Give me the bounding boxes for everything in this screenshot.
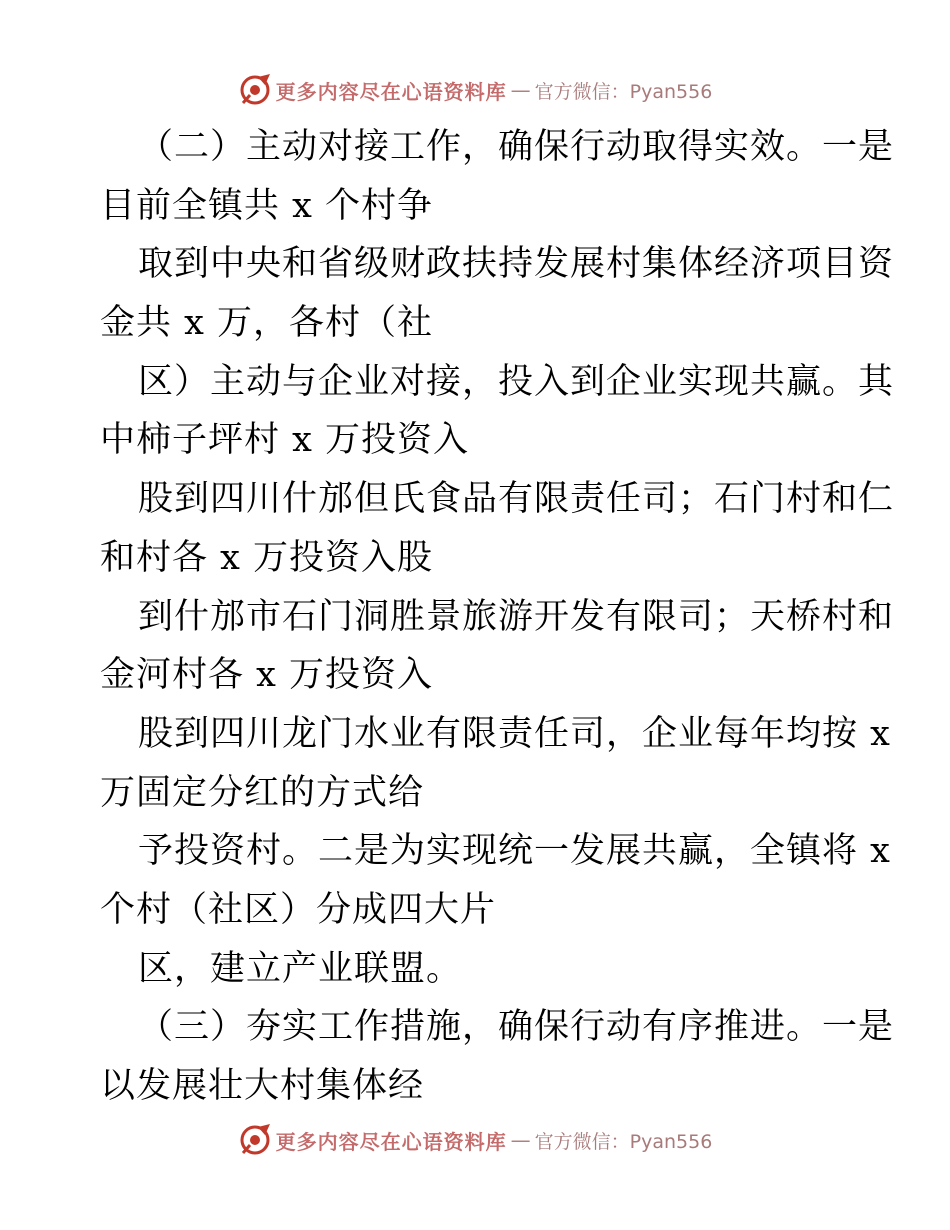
text-line: 股到四川什邡但氏食品有限责任司；石门村和仁 bbox=[138, 479, 895, 520]
text-line: 金共 x 万，各村（社 bbox=[100, 303, 433, 344]
text-line: 和村各 x 万投资入股 bbox=[100, 537, 433, 578]
text-line: （二）主动对接工作，确保行动取得实效。一是 bbox=[138, 127, 895, 167]
footer-brand-text: 更多内容尽在心语资料库 bbox=[275, 1129, 507, 1154]
footer-banner bbox=[0, 1120, 950, 1160]
text-line: 个村（社区）分成四大片 bbox=[100, 889, 497, 930]
header-wechat-text: 官方微信：Pyan556 bbox=[534, 80, 713, 103]
text-line: 到什邡市石门洞胜景旅游开发有限司；天桥村和 bbox=[138, 596, 895, 637]
text-line: 中柿子坪村 x 万投资入 bbox=[100, 420, 469, 461]
text-line: 以发展壮大村集体经 bbox=[100, 1066, 425, 1106]
text-line: 取到中央和省级财政扶持发展村集体经济项目资 bbox=[138, 244, 895, 285]
text-line: 股到四川龙门水业有限责任司，企业每年均按 x bbox=[138, 713, 891, 754]
text-line: 目前全镇共 x 个村争 bbox=[100, 185, 433, 226]
logo-icon bbox=[238, 73, 272, 107]
logo-icon bbox=[238, 1123, 272, 1157]
text-line: 予投资村。二是为实现统一发展共赢，全镇将 x bbox=[138, 831, 891, 872]
document-body bbox=[100, 118, 895, 1116]
text-line: 区，建立产业联盟。 bbox=[138, 948, 463, 989]
header-banner bbox=[0, 70, 950, 110]
header-brand-text: 更多内容尽在心语资料库 bbox=[275, 79, 507, 104]
text-line: 金河村各 x 万投资入 bbox=[100, 655, 433, 696]
text-line: 区）主动与企业对接，投入到企业实现共赢。其 bbox=[138, 361, 895, 402]
footer-dash: — bbox=[510, 1128, 531, 1152]
footer-wechat-text: 官方微信：Pyan556 bbox=[534, 1130, 713, 1153]
header-dash: — bbox=[510, 78, 531, 102]
text-line: （三）夯实工作措施，确保行动有序推进。一是 bbox=[138, 1007, 895, 1048]
text-line: 万固定分红的方式给 bbox=[100, 772, 425, 813]
